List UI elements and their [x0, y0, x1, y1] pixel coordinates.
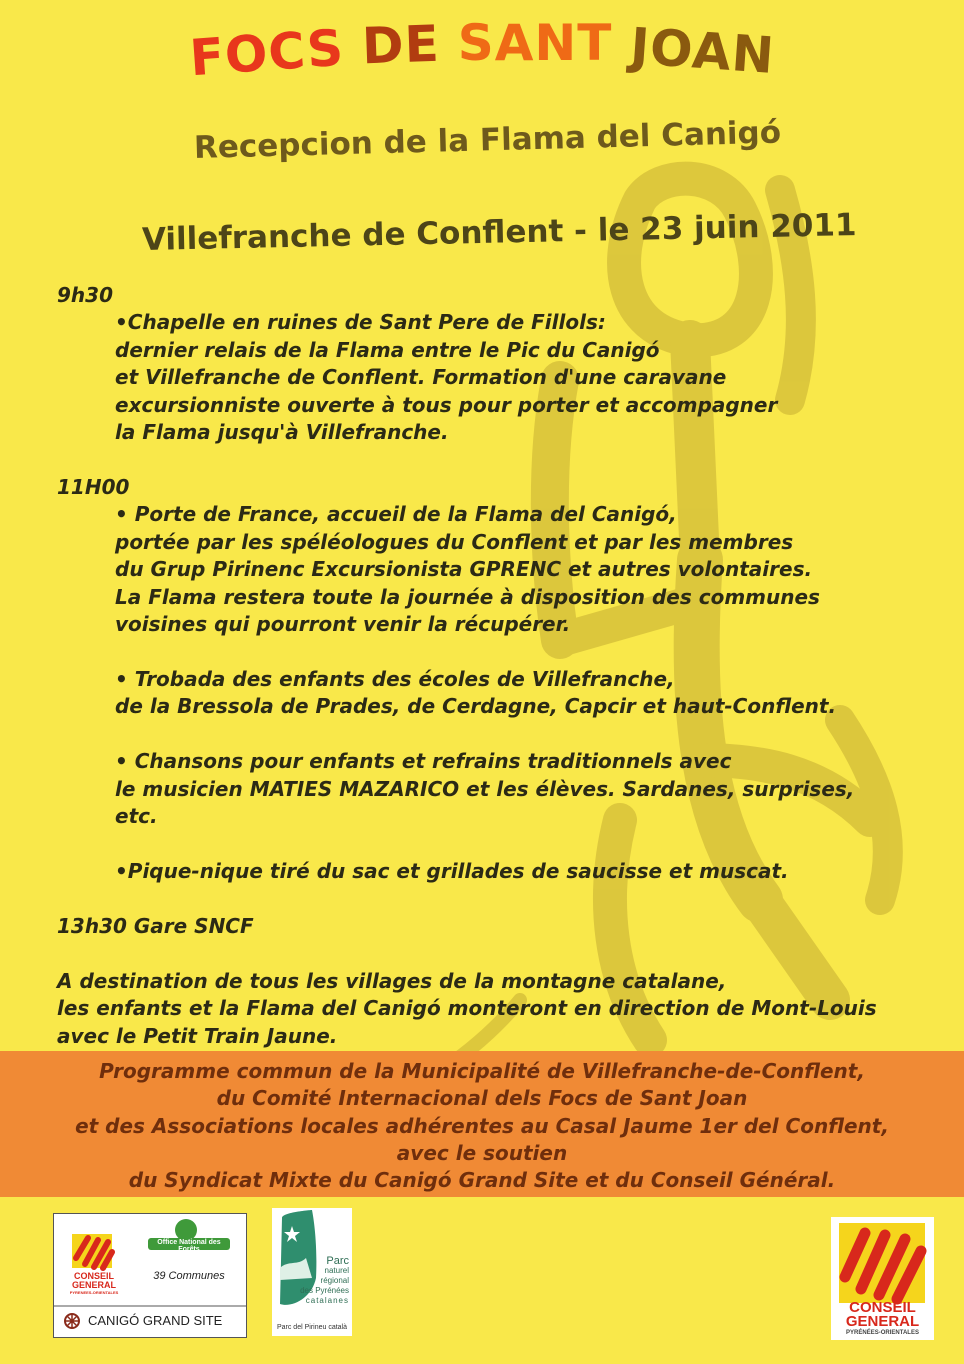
program-line: portée par les spéléologues du Conflent et par les membres [115, 530, 794, 554]
parc-line3: régional [320, 1276, 349, 1285]
program-line: de la Bressola de Prades, de Cerdagne, Capcir et haut-Conflent. [115, 694, 837, 718]
title-word-2: DE [360, 14, 441, 76]
program-line: etc. [115, 804, 158, 828]
poster-dateline: Villefranche de Conflent - le 23 juin 2011 [141, 207, 857, 258]
banner-line: avec le soutien [396, 1141, 568, 1165]
program-line: • Trobada des enfants des écoles de Villefranche, [115, 667, 675, 691]
title-word-3: SANT [457, 14, 613, 72]
parc-line2: naturel [324, 1266, 349, 1275]
title-word-1: FOCS [187, 18, 346, 88]
parc-line5: catalanes [305, 1296, 349, 1305]
program-line: • Porte de France, accueil de la Flama del Canigó, [115, 502, 677, 526]
conseil-general-label [831, 1301, 934, 1337]
poster-subtitle: Recepcion de la Flama del Canigó [193, 114, 782, 166]
program-line: les enfants et la Flama del Canigó monteront en direction de Mont-Louis [57, 996, 877, 1020]
program-time-1100: 11H00 [57, 475, 130, 499]
parc-naturel-logo [272, 1208, 352, 1336]
program-line: excursionniste ouverte à tous pour porter et accompagner [115, 393, 778, 417]
organizers-banner [0, 1051, 964, 1197]
program-line: A destination de tous les villages de la montagne catalane, [57, 969, 727, 993]
program-line: la Flama jusqu'à Villefranche. [115, 420, 449, 444]
program-line: dernier relais de la Flama entre le Pic du Canigó [115, 338, 660, 362]
cg-large-line2: GENERAL [845, 1313, 920, 1330]
cg-small-line1: CONSEIL [73, 1271, 114, 1281]
program-line: du Grup Pirinenc Excursionista GPRENC et autres volontaires. [115, 557, 813, 581]
onf-label: Office National des Forêts [157, 1239, 221, 1253]
title-word-4: JOAN [628, 17, 777, 85]
program-line: voisines qui pourront venir la récupérer. [115, 612, 571, 636]
banner-line: et des Associations locales adhérentes au Casal Jaume 1er del Conflent, [75, 1114, 889, 1138]
canigo-grand-site-label: CANIGÓ GRAND SITE [88, 1313, 223, 1328]
program-line: •Pique-nique tiré du sac et grillades de saucisse et muscat. [115, 859, 789, 883]
parc-catalan-label: Parc del Pirineu català [276, 1324, 348, 1331]
partners-logo-box [53, 1213, 247, 1338]
program-line: • Chansons pour enfants et refrains traditionnels avec [115, 749, 732, 773]
program-line: le musicien MATIES MAZARICO et les élèves. Sardanes, surprises, [115, 777, 855, 801]
banner-line: du Comité Internacional dels Focs de Sant Joan [216, 1086, 748, 1110]
program-line: •Chapelle en ruines de Sant Pere de Fillols: [115, 310, 606, 334]
conseil-general-small-label [68, 1272, 120, 1295]
cg-large-line1: CONSEIL [849, 1299, 916, 1316]
cg-small-line3: PYRENEES-ORIENTALES [69, 1290, 119, 1295]
communes-label: 39 Communes [153, 1270, 225, 1282]
banner-line: du Syndicat Mixte du Canigó Grand Site et du Conseil Général. [128, 1168, 836, 1192]
poster-title [0, 14, 964, 88]
program-time-0930: 9h30 [57, 283, 113, 307]
program-line: et Villefranche de Conflent. Formation d'une caravane [115, 365, 727, 389]
cg-large-line3: PYRÉNÉES-ORIENTALES [846, 1330, 919, 1336]
banner-line: Programme commun de la Municipalité de Villefranche-de-Conflent, [99, 1059, 865, 1083]
program-time-1330: 13h30 Gare SNCF [57, 914, 254, 938]
cg-small-line2: GENERAL [71, 1280, 116, 1290]
parc-line4: des Pyrénées [300, 1286, 349, 1295]
program-line: La Flama restera toute la journée à disposition des communes [115, 585, 820, 609]
conseil-general-logo [831, 1217, 934, 1340]
program-line: avec le Petit Train Jaune. [57, 1024, 338, 1048]
parc-line1: Parc [326, 1255, 349, 1267]
parc-label [300, 1256, 349, 1306]
